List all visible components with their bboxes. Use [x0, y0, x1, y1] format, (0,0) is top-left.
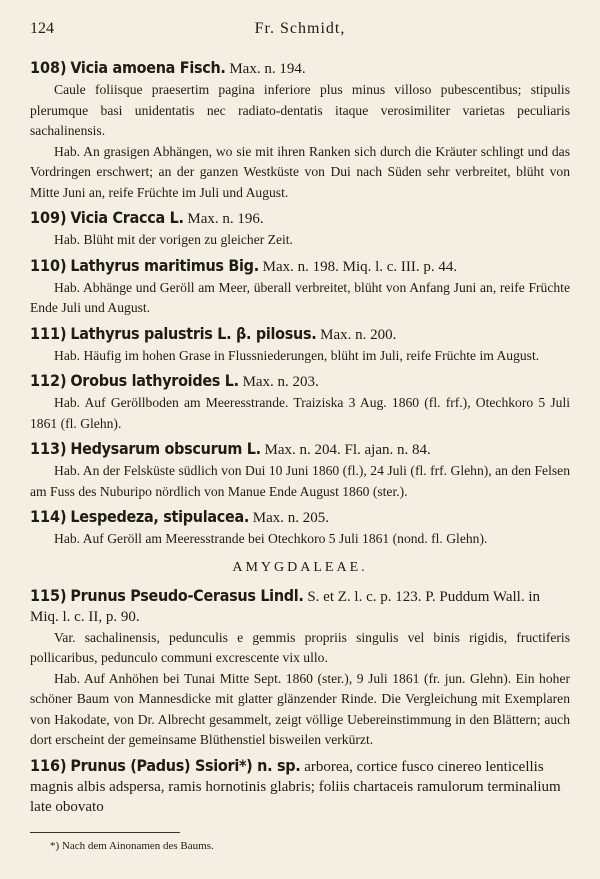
entry-heading [30, 507, 570, 528]
entry-paragraph: Caule foliisque praesertim pagina inferiore plus minus villoso pubescentibus; stipulis plerumque basi unidentatis nec radiato-dentatis itaque verosimiliter varietas peculiaris sachalinensis. [30, 82, 570, 138]
entry-number: 112) [30, 371, 67, 390]
species-entry [30, 439, 570, 502]
entries-fabaceae [30, 58, 570, 550]
page-body [30, 58, 570, 822]
species-entry [30, 756, 570, 817]
reference: Max. n. 194. [229, 61, 306, 77]
reference: arborea, cortice fusco cinereo lenticellis magnis albis adspersa, ramis hornotinis glabris; foliis chartaceis ramulorum terminalium late obovato [30, 758, 561, 815]
entry-paragraph: Hab. Auf Geröll am Meeresstrande bei Otechkoro 5 Juli 1861 (nond. fl. Glehn). [54, 531, 488, 546]
running-title: Fr. Schmidt, [254, 20, 346, 37]
reference: Max. n. 200. [320, 326, 397, 343]
entry-heading [30, 439, 570, 460]
reference: Max. n. 205. [252, 510, 330, 526]
entry-paragraph: Hab. Häufig im hohen Grase in Flussniederungen, blüht im Juli, reife Früchte im August. [54, 347, 540, 363]
page-header [30, 20, 570, 42]
entry-number: 108) [30, 58, 67, 77]
species-name: Hedysarum obscurum L. [70, 439, 261, 458]
entry-paragraph: Hab. Auf Geröllboden am Meeresstrande. Traiziska 3 Aug. 1860 (fl. frf.), Otechkoro 5 Juli 1861 (fl. Glehn). [30, 395, 570, 431]
entry-number: 116) [30, 755, 67, 775]
species-name: Vicia amoena Fisch. [70, 58, 226, 77]
species-entry [30, 507, 570, 550]
species-entry [30, 371, 570, 434]
species-entry [30, 208, 570, 251]
reference: Max. n. 204. Fl. ajan. n. 84. [264, 442, 431, 458]
reference: Max. n. 198. Miq. l. c. III. p. 44. [262, 258, 458, 275]
reference: Max. n. 203. [242, 374, 319, 390]
entry-paragraph: Hab. Abhänge und Geröll am Meer, überall verbreitet, blüht von Anfang Juni an, reife Früchte Ende Juli und August. [30, 279, 570, 315]
entry-heading [30, 756, 570, 817]
entry-number: 115) [30, 585, 67, 605]
footnote-rule [30, 832, 180, 833]
entry-paragraph: Hab. An der Felsküste südlich von Dui 10 Juni 1860 (fl.), 24 Juli (fl. frf. Glehn), an den Felsen am Fuss des Nuburipo nördlich von Manue Ende August 1860 (ster.). [30, 463, 570, 499]
species-name: Vicia Cracca L. [70, 208, 184, 227]
footnote: *) Nach dem Ainonamen des Baums. [50, 840, 214, 852]
entry-heading [30, 256, 570, 277]
species-name: Orobus lathyroides L. [70, 371, 239, 390]
species-name: Prunus Pseudo-Cerasus Lindl. [70, 585, 304, 605]
entry-paragraph: Hab. Blüht mit der vorigen zu gleicher Zeit. [54, 232, 293, 247]
entry-number: 111) [30, 323, 67, 343]
species-entry [30, 324, 570, 367]
species-entry [30, 58, 570, 203]
species-name: Lespedeza, stipulacea. [70, 507, 250, 526]
entries-amygdaleae [30, 586, 570, 817]
species-name: Lathyrus maritimus Big. [70, 255, 259, 275]
page-number: 124 [30, 20, 54, 37]
entry-number: 109) [30, 208, 67, 227]
entry-heading [30, 58, 570, 79]
entry-heading [30, 208, 570, 229]
entry-paragraph: Hab. Auf Anhöhen bei Tunai Mitte Sept. 1860 (ster.), 9 Juli 1861 (fr. jun. Glehn). Ein hoher schöner Baum von Mannesdicke mit glatter glänzender Rinde. Die Vergleichung mit Exemplaren von Hakodate, von Dr. Albrecht gesammelt, zeigt völlige Uebereinstimmung in den Blättern; auch dort erscheint der gemeinsame Blüthenstiel bisweilen verkürzt. [30, 670, 570, 747]
entry-number: 114) [30, 507, 67, 526]
reference: Max. n. 196. [187, 211, 264, 227]
species-name: Lathyrus palustris L. β. pilosus. [70, 323, 317, 343]
entry-paragraph: Hab. An grasigen Abhängen, wo sie mit ihren Ranken sich durch die Kräuter schlingt und das Vordringen erschwert; an der ganzen Westküste von Dui nach Süden sehr verbreitet, blüht von Mitte Juni an, reife Früchte im Juli und August. [30, 143, 570, 200]
species-entry [30, 586, 570, 751]
reference: S. et Z. l. c. p. 123. P. Puddum Wall. in Miq. l. c. II, p. 90. [30, 588, 541, 625]
entry-number: 113) [30, 439, 67, 458]
entry-heading [30, 586, 570, 627]
species-entry [30, 256, 570, 319]
section-heading: AMYGDALEAE. [232, 559, 368, 575]
species-name: Prunus (Padus) Ssiori*) n. sp. [70, 755, 301, 775]
entry-paragraph: Var. sachalinensis, pedunculis e gemmis propriis singulis vel binis rigidis, fructiferis pollicaribus, pedunculo communi excrescente vix ullo. [30, 629, 570, 665]
entry-heading [30, 324, 570, 345]
entry-number: 110) [30, 255, 67, 275]
entry-heading [30, 371, 570, 392]
